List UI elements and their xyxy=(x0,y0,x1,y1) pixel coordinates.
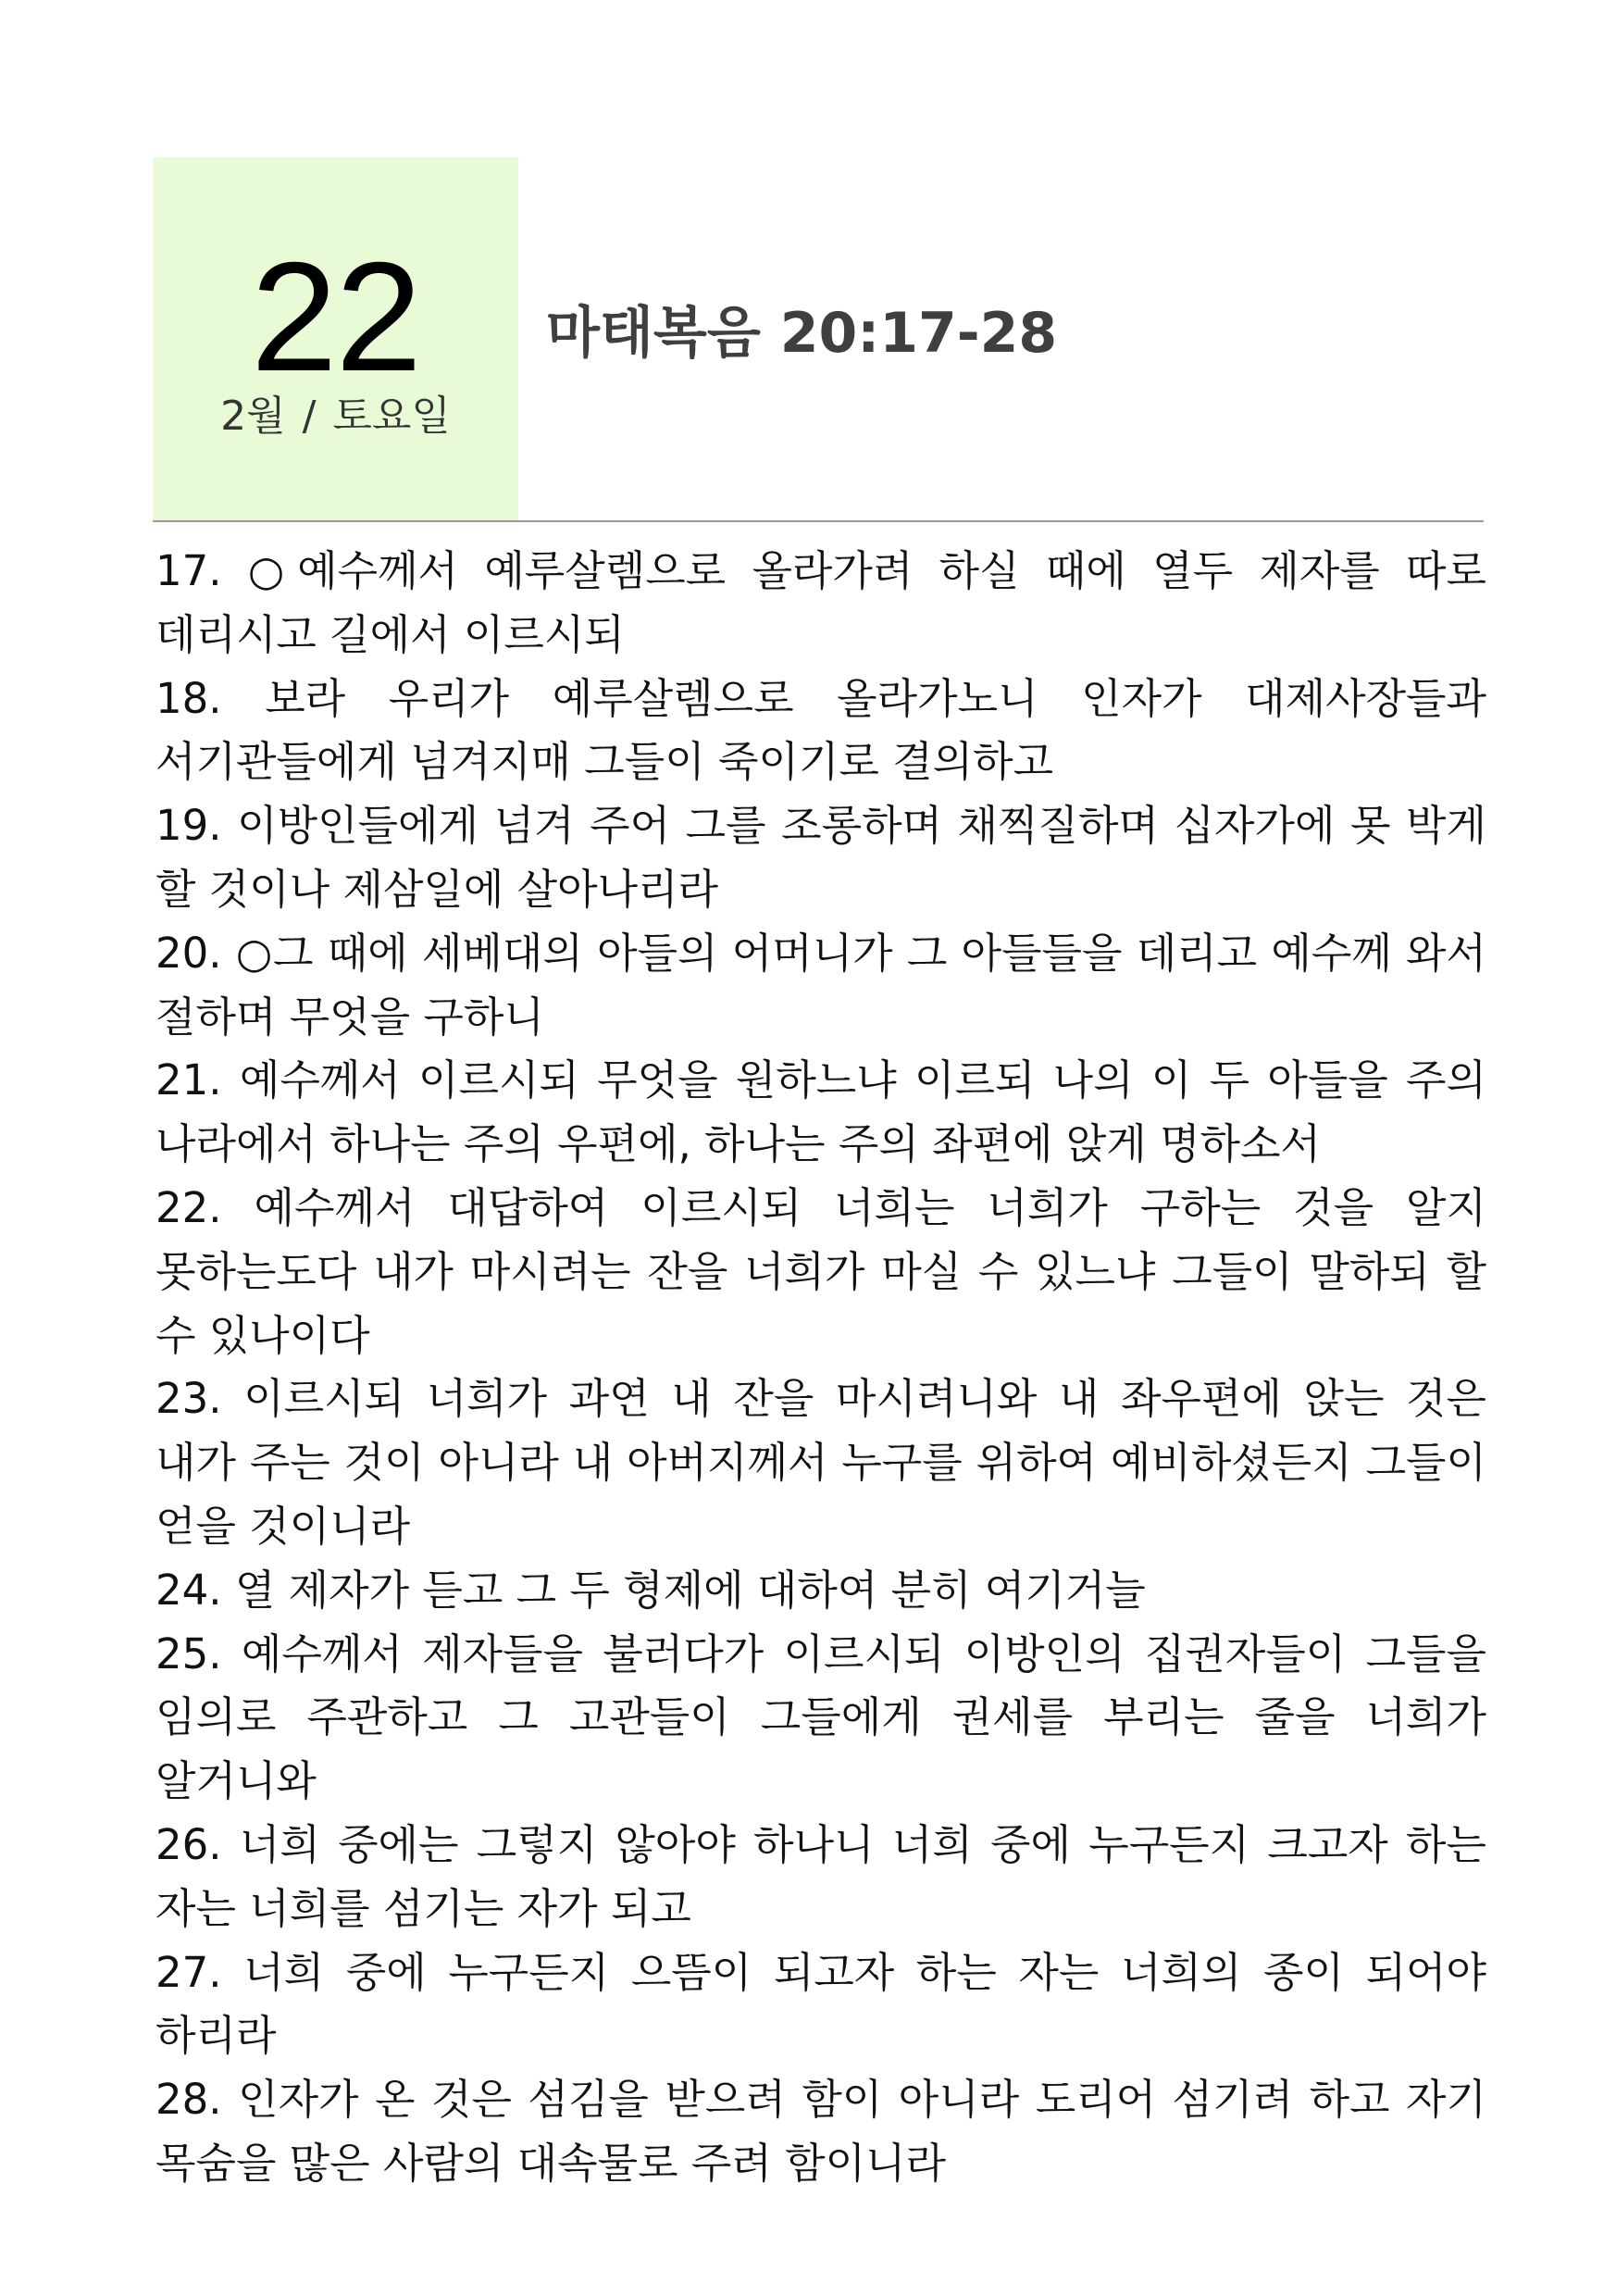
day-number: 22 xyxy=(251,230,420,404)
passage-title: 마태복음 20:17-28 xyxy=(546,301,1058,366)
verse-item xyxy=(155,1367,1486,1558)
verse-item xyxy=(155,2068,1486,2196)
verse-number: 22. xyxy=(155,1182,222,1232)
date-box xyxy=(153,157,518,521)
verse-number: 25. xyxy=(155,1628,222,1678)
verse-number: 28. xyxy=(155,2075,222,2125)
month-label: 2월 xyxy=(220,393,286,440)
verse-text: 이르시되 너희가 과연 내 잔을 마시려니와 내 좌우편에 앉는 것은 내가 주는 것이 아니라 내 아버지께서 누구를 위하여 예비하셨든지 그들이 얻을 것이니라 xyxy=(155,1374,1486,1551)
date-separator: / xyxy=(302,393,317,440)
verse-text: ○그 때에 세베대의 아들의 어머니가 그 아들들을 데리고 예수께 와서 절하며 무엇을 구하니 xyxy=(155,928,1486,1042)
verse-number: 17. xyxy=(155,546,222,595)
verse-text: 너희 중에는 그렇지 않아야 하나니 너희 중에 누구든지 크고자 하는 자는 너희를 섬기는 자가 되고 xyxy=(155,1819,1486,1933)
verse-number: 21. xyxy=(155,1055,222,1105)
verse-number: 23. xyxy=(155,1374,222,1424)
verse-item xyxy=(155,794,1486,922)
verse-text: 예수께서 이르시되 무엇을 원하느냐 이르되 나의 이 두 아들을 주의 나라에서 하나는 주의 우편에, 하나는 주의 좌편에 앉게 명하소서 xyxy=(155,1055,1486,1169)
verse-text: 예수께서 제자들을 불러다가 이르시되 이방인의 집권자들이 그들을 임의로 주관하고 그 고관들이 그들에게 권세를 부리는 줄을 너희가 알거니와 xyxy=(155,1628,1486,1806)
verse-item xyxy=(155,540,1486,668)
divider xyxy=(153,520,1484,522)
verse-number: 18. xyxy=(155,673,222,723)
verse-number: 19. xyxy=(155,801,222,851)
verse-number: 26. xyxy=(155,1819,222,1869)
verse-item xyxy=(155,1049,1486,1177)
verse-text: 인자가 온 것은 섬김을 받으려 함이 아니라 도리어 섬기려 하고 자기 목숨을 많은 사람의 대속물로 주려 함이니라 xyxy=(155,2075,1487,2188)
verse-number: 20. xyxy=(155,928,222,978)
verse-text: ○예수께서 예루살렘으로 올라가려 하실 때에 열두 제자를 따로 데리시고 길에서 이르시되 xyxy=(155,546,1486,659)
verse-item xyxy=(155,668,1486,795)
verse-item xyxy=(155,922,1486,1050)
date-caption xyxy=(153,393,518,440)
verse-item xyxy=(155,1623,1486,1814)
verse-number: 24. xyxy=(155,1565,222,1615)
verse-number: 27. xyxy=(155,1947,222,1997)
verse-text: 보라 우리가 예루살렘으로 올라가노니 인자가 대제사장들과 서기관들에게 넘겨지매 그들이 죽이기로 결의하고 xyxy=(155,673,1486,787)
verse-item xyxy=(155,1814,1486,1941)
verse-item xyxy=(155,1177,1486,1367)
verse-text: 이방인들에게 넘겨 주어 그를 조롱하며 채찍질하며 십자가에 못 박게 할 것이나 제삼일에 살아나리라 xyxy=(155,801,1486,914)
verse-text: 열 제자가 듣고 그 두 형제에 대하여 분히 여기거늘 xyxy=(234,1565,1146,1615)
verse-text: 예수께서 대답하여 이르시되 너희는 너희가 구하는 것을 알지 못하는도다 내가 마시려는 잔을 너희가 마실 수 있느냐 그들이 말하되 할 수 있나이다 xyxy=(155,1182,1486,1360)
weekday-label: 토요일 xyxy=(332,393,451,440)
verse-text: 너희 중에 누구든지 으뜸이 되고자 하는 자는 너희의 종이 되어야 하리라 xyxy=(155,1947,1486,2061)
verse-item xyxy=(155,1559,1486,1623)
verse-item xyxy=(155,1941,1486,2069)
verse-list xyxy=(155,540,1486,2196)
